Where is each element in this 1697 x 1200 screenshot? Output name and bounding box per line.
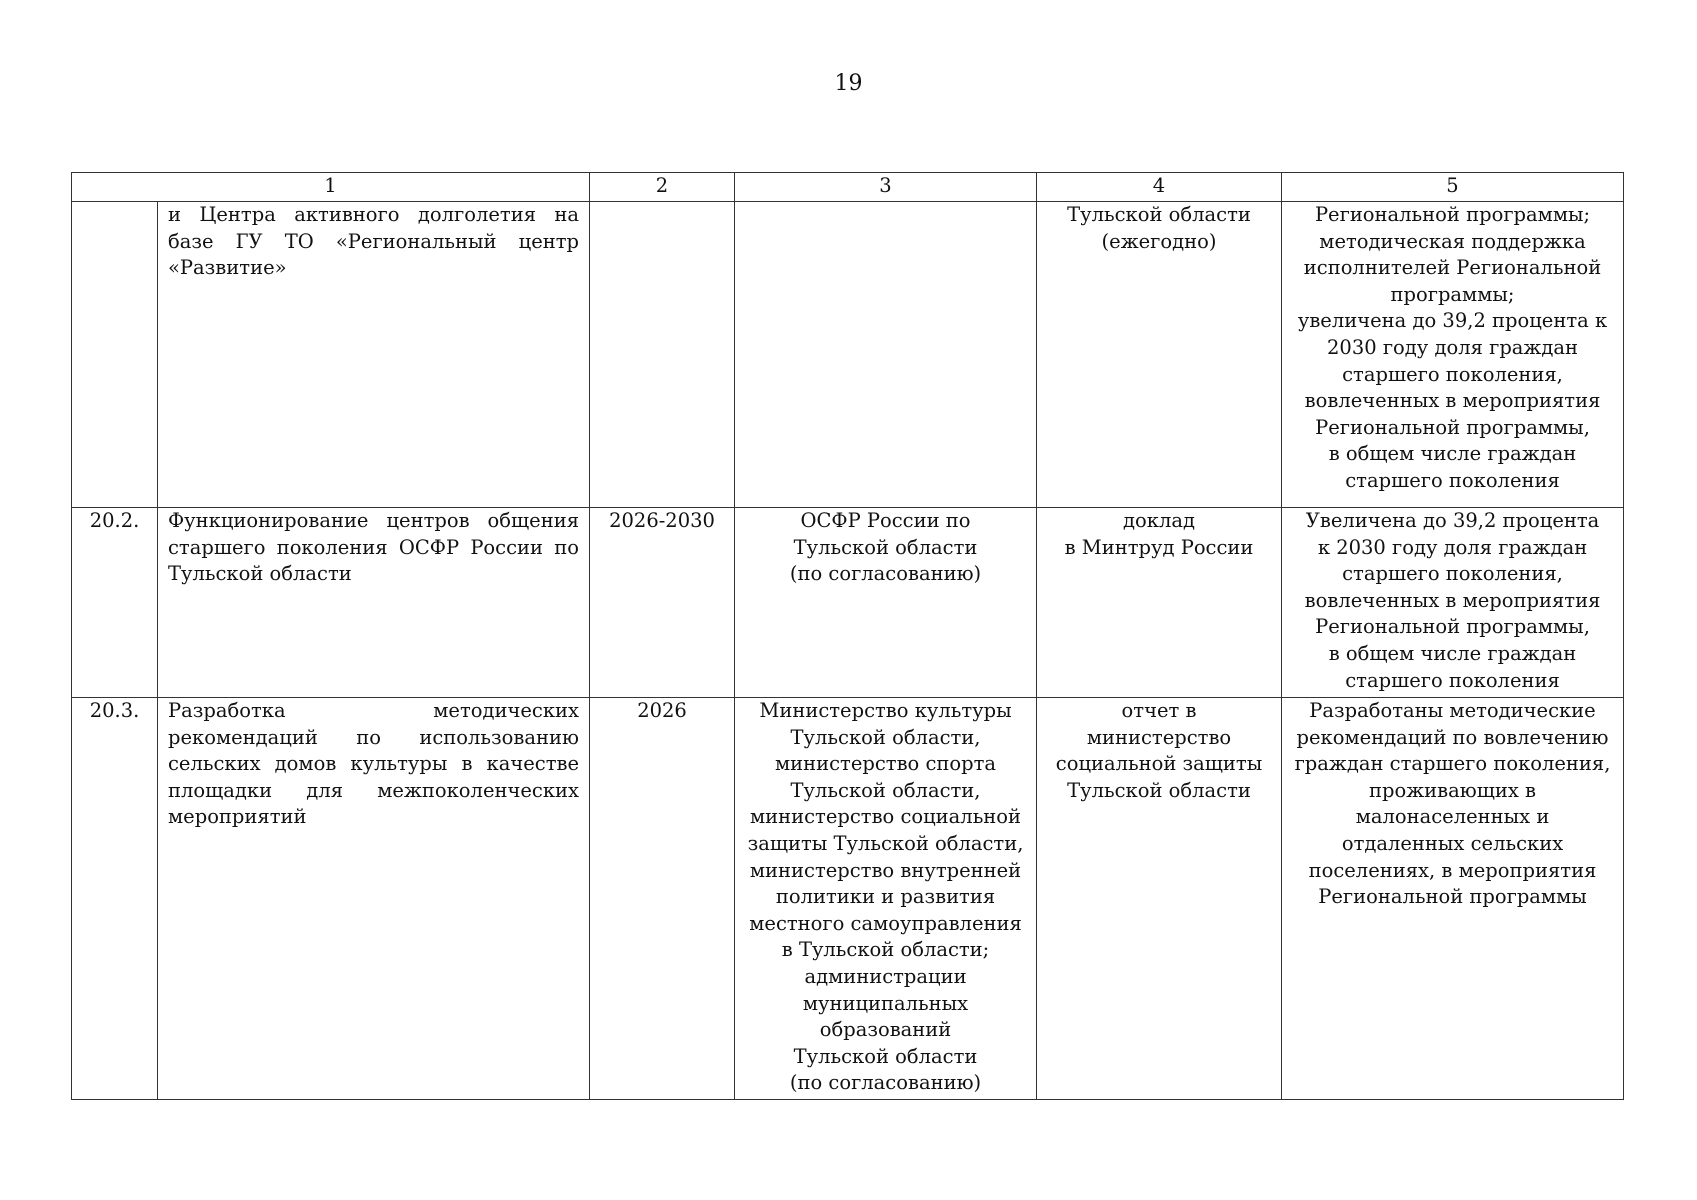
measure-result: Разработаны методические рекомендаций по вовлечению граждан старшего поколения, проживающих в малонаселенных и отдаленных сельских поселениях, в мероприятия Региональной программы (1282, 698, 1624, 1100)
header-col-5: 5 (1282, 173, 1624, 202)
measure-period: 2026 (590, 698, 735, 1100)
measure-result: Увеличена до 39,2 процента к 2030 году доля граждан старшего поколения, вовлеченных в мероприятия Региональной программы, в общем числе граждан старшего поколения (1282, 508, 1624, 698)
header-col-2: 2 (590, 173, 735, 202)
page-number: 19 (834, 71, 863, 96)
measure-result: Региональной программы; методическая поддержка исполнителей Региональной программы; увеличена до 39,2 процента к 2030 году доля граждан старшего поколения, вовлеченных в мероприятия Региональной программы, в общем числе граждан старшего поколения (1282, 202, 1624, 508)
header-col-3: 3 (735, 173, 1037, 202)
table-header-row (72, 173, 1624, 202)
measures-table (71, 172, 1624, 1100)
measure-title: и Центра активного долголетия на базе ГУ ТО «Региональный центр «Развитие» (158, 202, 590, 508)
measure-executor: ОСФР России по Тульской области (по согласованию) (735, 508, 1037, 698)
measure-period: 2026-2030 (590, 508, 735, 698)
table-row (72, 508, 1624, 698)
row-number: 20.2. (72, 508, 158, 698)
measure-period (590, 202, 735, 508)
row-number: 20.3. (72, 698, 158, 1100)
measure-executor (735, 202, 1037, 508)
measure-title: Функционирование центров общения старшего поколения ОСФР России по Тульской области (158, 508, 590, 698)
table-row (72, 698, 1624, 1100)
row-number (72, 202, 158, 508)
header-col-4: 4 (1037, 173, 1282, 202)
measure-executor: Министерство культуры Тульской области, министерство спорта Тульской области, министерство социальной защиты Тульской области, министерство внутренней политики и развития местного самоуправления в Тульской области; администрации муниципальных образований Тульской области (по согласованию) (735, 698, 1037, 1100)
measure-report: Тульской области (ежегодно) (1037, 202, 1282, 508)
measure-title: Разработка методических рекомендаций по использованию сельских домов культуры в качестве площадки для межпоколенческих мероприятий (158, 698, 590, 1100)
table-row (72, 202, 1624, 508)
measure-report: отчет в министерство социальной защиты Тульской области (1037, 698, 1282, 1100)
header-col-1: 1 (72, 173, 590, 202)
measure-report: доклад в Минтруд России (1037, 508, 1282, 698)
